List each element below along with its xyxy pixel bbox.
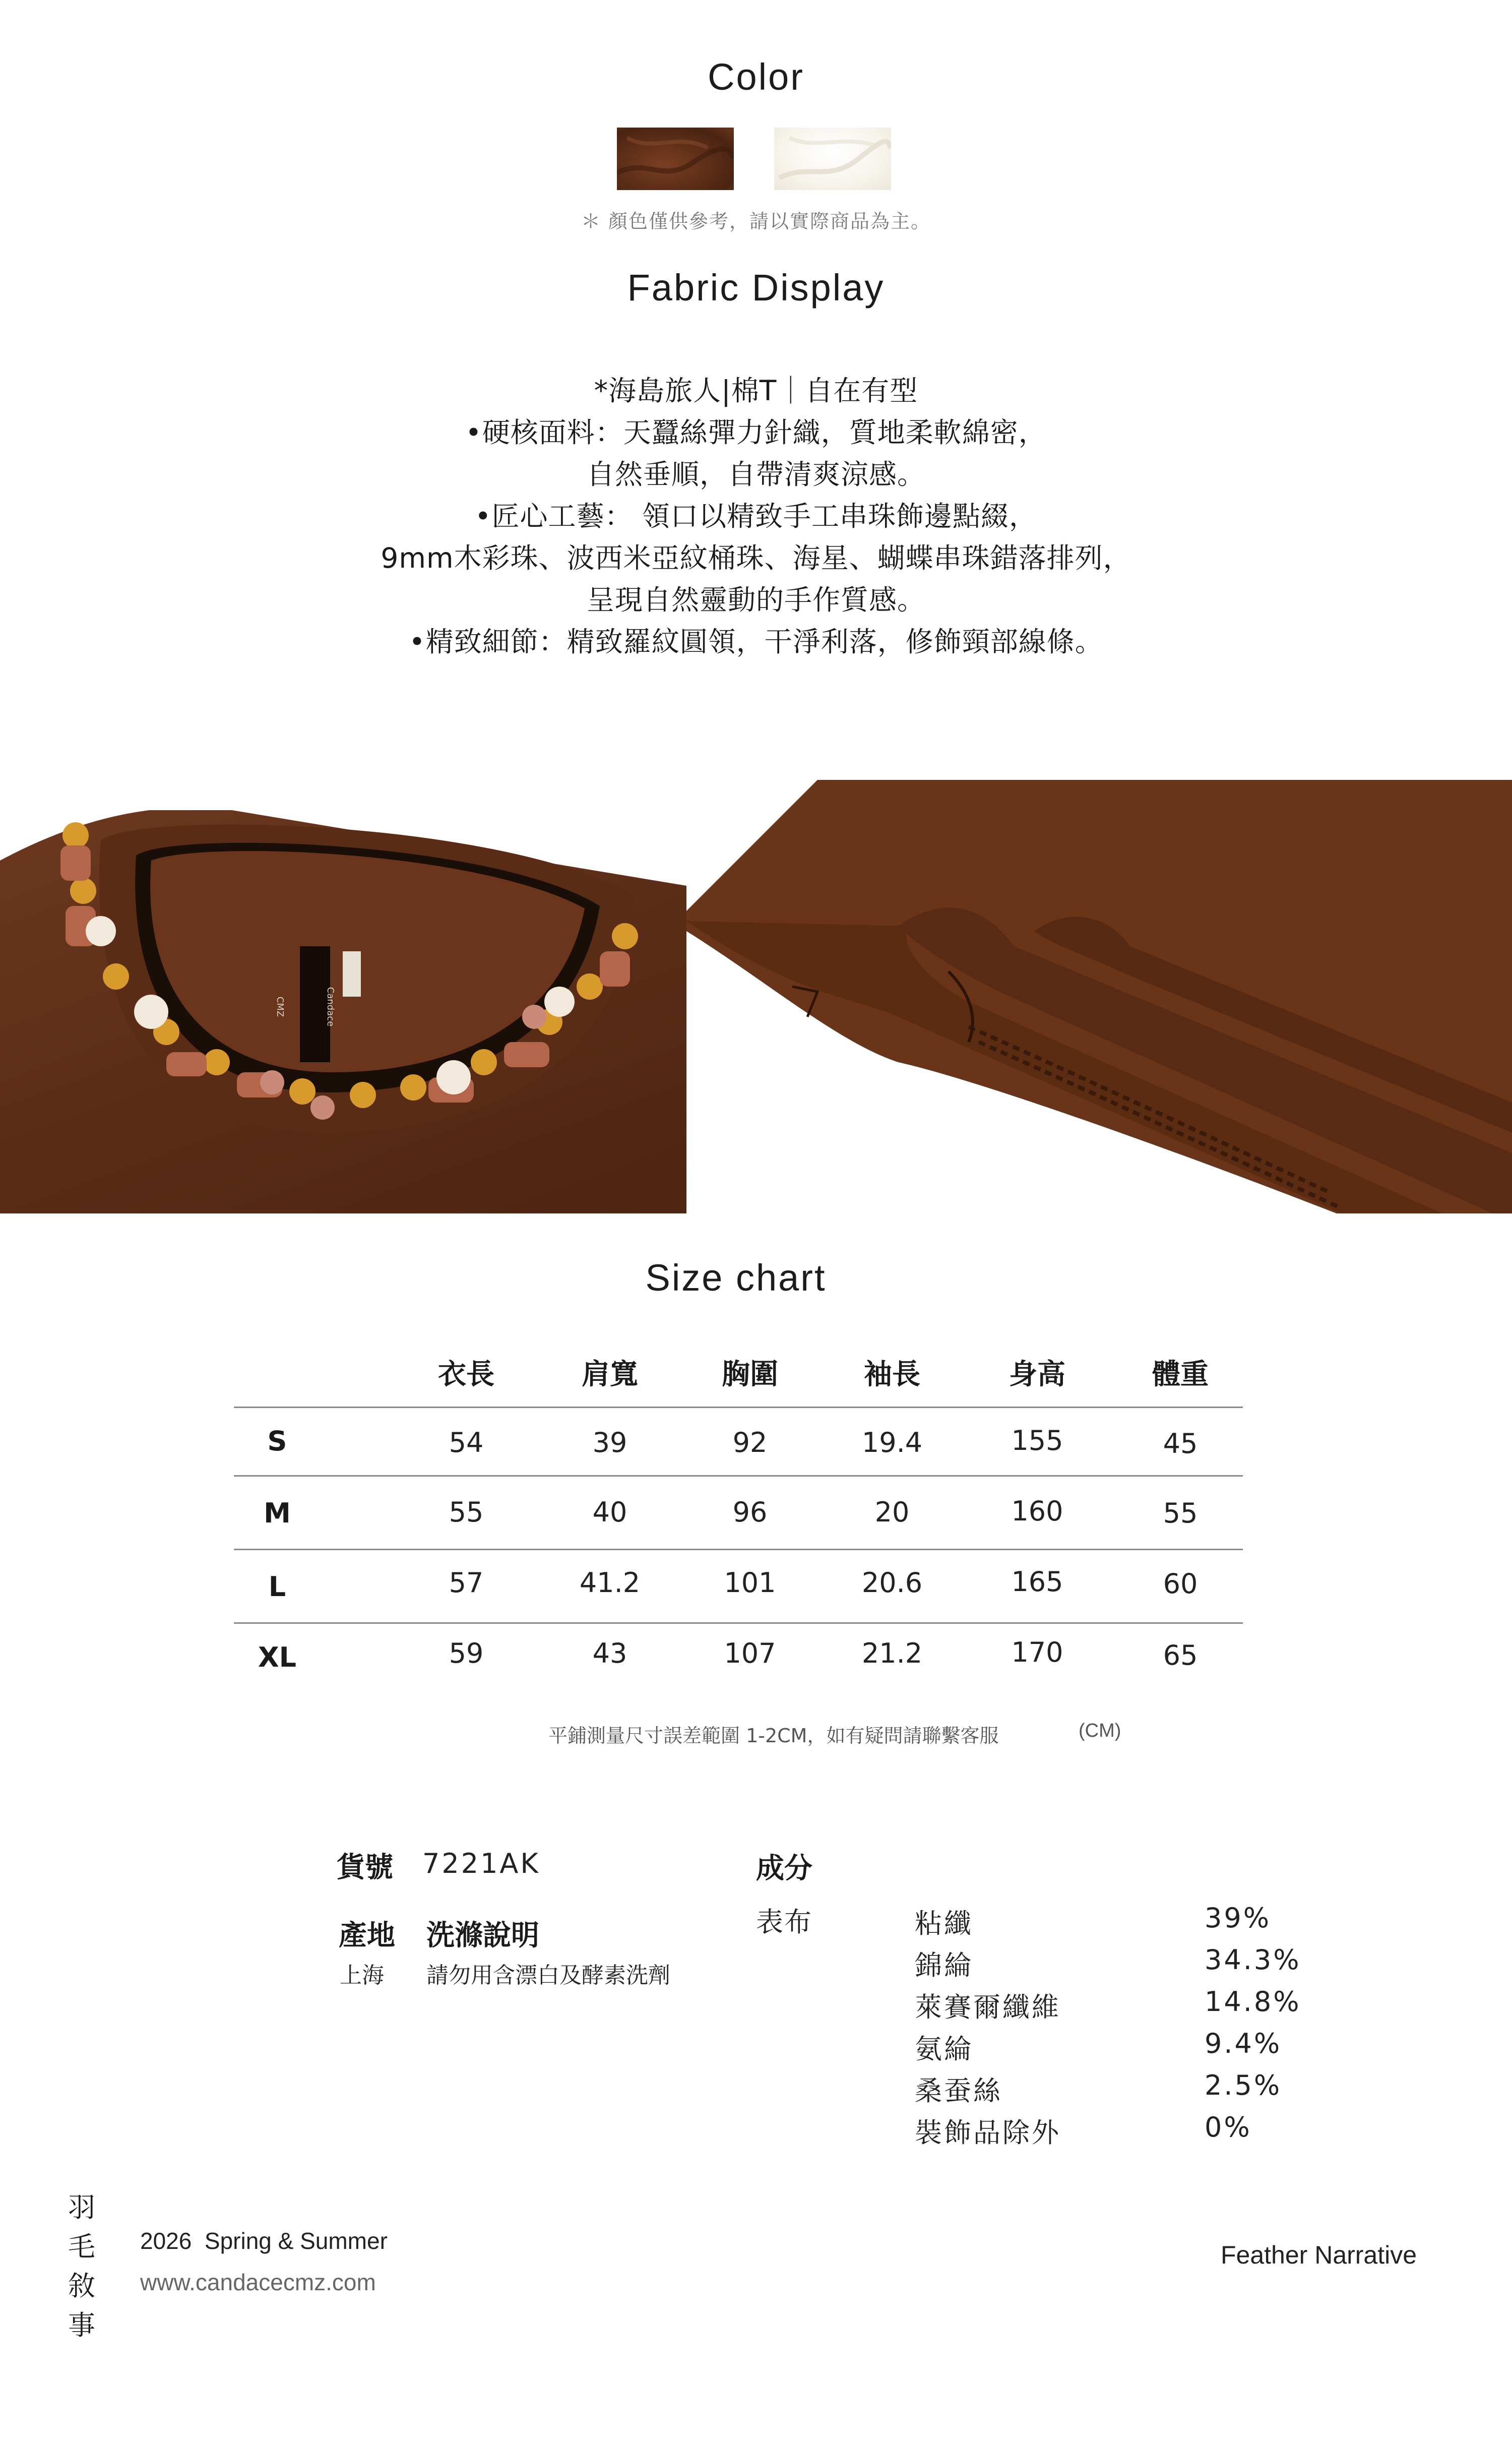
brand-char: 毛 [68,2231,95,2263]
material-name: 萊賽爾纖維 [915,1991,1061,2023]
table-divider [234,1622,1243,1624]
col-header-length: 衣長 [438,1358,494,1391]
season-text: 2026 Spring & Summer [140,2228,388,2254]
material-name: 氨綸 [915,2033,973,2065]
color-swatch-ivory[interactable] [774,128,891,190]
table-cell: 45 [1163,1428,1198,1459]
size-label-s: S [267,1425,287,1457]
table-cell: 40 [592,1496,627,1528]
size-label-m: M [264,1497,291,1529]
table-cell: 170 [1011,1636,1063,1668]
color-swatch-brown[interactable] [617,128,734,190]
composition-label: 成分 [756,1852,812,1885]
table-divider [234,1475,1243,1477]
table-cell: 57 [449,1567,484,1599]
hem-detail-photo [686,780,1512,1213]
material-percent: 9.4% [1205,2028,1282,2059]
table-cell: 155 [1011,1425,1063,1456]
fabric-line: 呈現自然靈動的手作質感。 [586,584,925,616]
fabric-line: *海島旅人|棉T｜自在有型 [594,375,918,407]
table-cell: 41.2 [579,1567,641,1599]
size-label-l: L [268,1571,286,1603]
fabric-line: •匠心工藝： 領口以精致手工串珠飾邊點綴， [475,500,1037,532]
table-cell: 96 [732,1496,768,1528]
fabric-line: •精致細節：精致羅紋圓領，干淨利落，修飾頸部線條。 [409,626,1103,658]
table-cell: 65 [1163,1639,1198,1671]
neck-label-text: Candace CMZ [275,987,336,1027]
table-cell: 39 [592,1427,627,1458]
material-name: 粘纖 [915,1908,973,1939]
material-name: 錦綸 [915,1949,973,1981]
table-cell: 55 [449,1496,484,1528]
color-note: ＊ 顏色僅供參考，請以實際商品為主。 [581,210,931,232]
brand-char: 羽 [68,2191,95,2223]
table-divider [234,1549,1243,1550]
item-no-label: 貨號 [337,1851,393,1884]
fabric-line: 9mm木彩珠、波西米亞紋桶珠、海星、蝴蝶串珠錯落排列， [381,542,1131,574]
table-cell: 20.6 [861,1567,923,1599]
table-cell: 21.2 [861,1637,923,1669]
fabric-line: •硬核面料：天蠶絲彈力針織，質地柔軟綿密， [465,416,1047,449]
material-name: 裝飾品除外 [915,2117,1061,2149]
neckline-photo [0,780,686,1213]
fabric-description [0,370,1512,663]
material-percent: 14.8% [1205,1986,1301,2018]
website-link[interactable]: www.candacecmz.com [140,2269,376,2295]
col-header-height: 身高 [1009,1358,1065,1391]
table-divider [234,1407,1243,1408]
brand-vertical [61,2188,102,2345]
table-cell: 20 [874,1496,910,1528]
col-header-sleeve: 袖長 [864,1358,920,1391]
wash-value: 請勿用含漂白及酵素洗劑 [426,1963,670,1988]
table-cell: 43 [592,1637,627,1669]
table-cell: 55 [1163,1497,1198,1529]
fabric-title: Fabric Display [627,267,885,309]
table-cell: 107 [724,1637,776,1669]
wash-label: 洗滌說明 [426,1919,539,1952]
table-cell: 101 [724,1567,776,1599]
size-note: 平鋪測量尺寸誤差範圍 1-2CM，如有疑問請聯繫客服 [548,1725,999,1747]
table-cell: 160 [1011,1495,1063,1527]
material-name: 桑蚕絲 [915,2075,1002,2107]
origin-value: 上海 [340,1963,384,1988]
material-percent: 39% [1205,1902,1272,1934]
fabric-label: 表布 [756,1906,812,1938]
item-no-value: 7221AK [422,1848,540,1879]
material-percent: 2.5% [1205,2069,1282,2101]
fabric-line: 自然垂順，自帶清爽涼感。 [586,458,925,491]
size-chart-title: Size chart [645,1257,827,1299]
col-header-shoulder: 肩寬 [582,1358,638,1391]
table-cell: 165 [1011,1566,1063,1598]
col-header-chest: 胸圍 [722,1358,778,1391]
brand-char: 事 [68,2309,95,2341]
table-cell: 60 [1163,1568,1198,1600]
color-title: Color [708,56,804,98]
size-unit: (CM) [1079,1720,1121,1741]
table-cell: 92 [732,1427,768,1458]
table-cell: 19.4 [861,1427,923,1458]
col-header-weight: 體重 [1152,1358,1209,1391]
table-cell: 54 [449,1427,484,1458]
brand-char: 敘 [68,2270,95,2302]
material-percent: 34.3% [1205,1944,1301,1976]
material-percent: 0% [1205,2111,1252,2143]
origin-label: 產地 [339,1919,395,1952]
size-label-xl: XL [258,1641,297,1673]
brand-english: Feather Narrative [1221,2241,1417,2269]
table-cell: 59 [449,1637,484,1669]
